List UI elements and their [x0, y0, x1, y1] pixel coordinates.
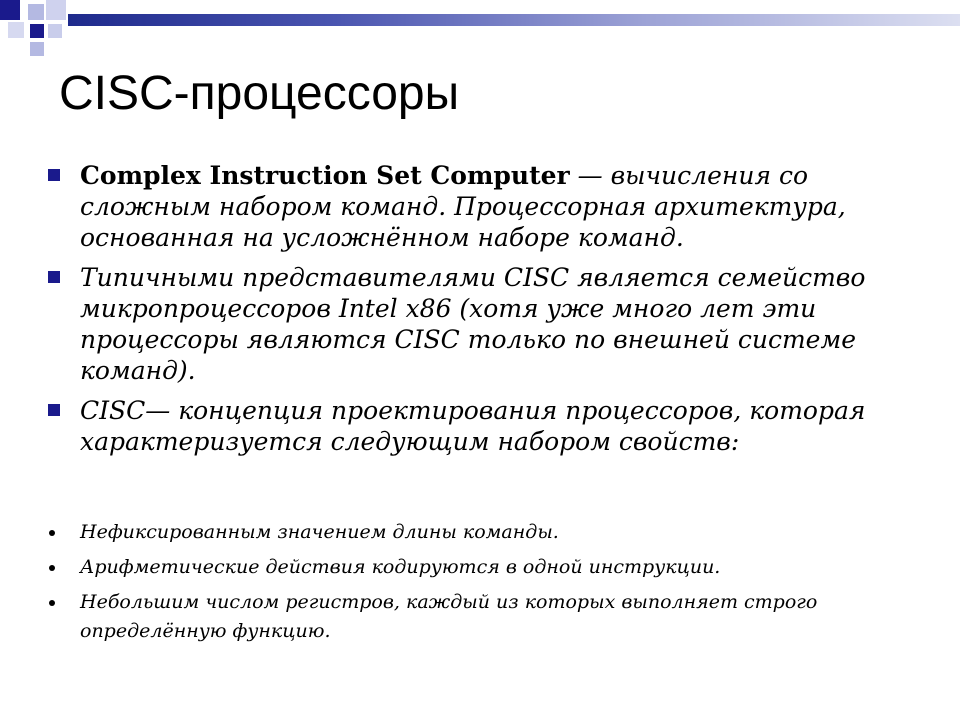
sub-bullet-text: Арифметические действия кодируются в одной инструкции. [80, 556, 721, 578]
bullet-item [48, 160, 908, 253]
dot-bullet-icon [49, 565, 55, 571]
decor-square [0, 0, 20, 20]
square-bullet-icon [48, 271, 60, 283]
sub-bullet-item [48, 588, 908, 646]
slide-title: CISC-процессоры [59, 67, 460, 120]
sub-bullet-list [48, 518, 908, 652]
decor-square [46, 0, 66, 20]
sub-bullet-text: Нефиксированным значением длины команды. [80, 521, 559, 543]
bullet-text: — вычисления со сложным набором команд. Процессорная архитектура, основанная на усложнённом наборе команд. [80, 161, 846, 252]
dot-bullet-icon [49, 530, 55, 536]
bullet-item [48, 262, 908, 386]
square-bullet-icon [48, 169, 60, 181]
square-bullet-icon [48, 404, 60, 416]
bullet-text: Типичными представителями CISC является семейство микропроцессоров Intel x86 (хотя уже много лет эти процессоры являются CISC только по внешней системе команд). [80, 263, 866, 385]
sub-bullet-item [48, 518, 908, 547]
bullet-item [48, 395, 908, 457]
decor-square [48, 24, 62, 38]
bullet-list [48, 160, 908, 466]
decor-square [30, 42, 44, 56]
decor-square [28, 4, 44, 20]
sub-bullet-text: Небольшим числом регистров, каждый из которых выполняет строго определённую функцию. [80, 591, 818, 642]
header-gradient-bar [68, 14, 960, 26]
decor-square [30, 24, 44, 38]
bullet-term: Complex Instruction Set Computer [80, 161, 570, 190]
dot-bullet-icon [49, 600, 55, 606]
decor-square [8, 22, 24, 38]
sub-bullet-item [48, 553, 908, 582]
bullet-text: CISC— концепция проектирования процессоров, которая характеризуется следующим набором свойств: [80, 396, 866, 456]
